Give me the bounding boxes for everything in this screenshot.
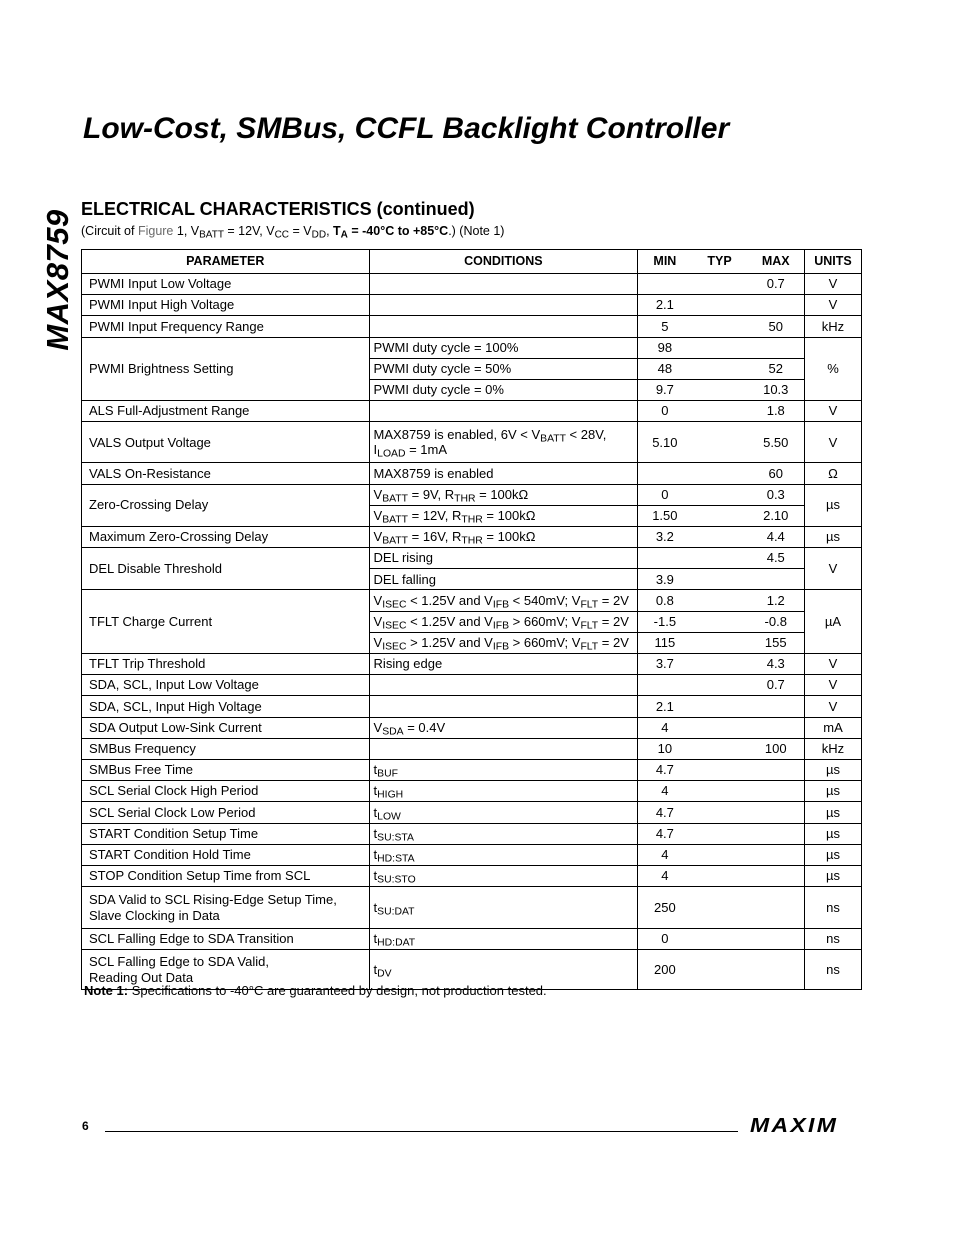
test-conditions: (Circuit of Figure 1, $V_{BATT} = 12V$, $V_{CC} = V_{DD}$, $T_A = -40^\circ C$ to +85°C.) (Note 1): [81, 224, 505, 241]
min-cell: -1.5: [638, 611, 692, 632]
param-cell: TFLT Charge Current: [82, 590, 370, 654]
max-cell: 1.8: [748, 401, 805, 422]
param-cell: Maximum Zero-Crossing Delay: [82, 526, 370, 547]
param-cell: PWMI Input Frequency Range: [82, 316, 370, 337]
max-cell: -0.8: [748, 611, 805, 632]
param-cell: VALS On-Resistance: [82, 463, 370, 484]
min-cell: 98: [638, 337, 692, 358]
max-cell: 0.7: [748, 274, 805, 295]
table-header-row: [82, 250, 862, 274]
max-cell: 4.4: [748, 526, 805, 547]
param-cell: ALS Full-Adjustment Range: [82, 401, 370, 422]
min-cell: 9.7: [638, 379, 692, 400]
table-row: [82, 548, 862, 569]
units-cell: µs: [804, 844, 861, 865]
table-row: [82, 844, 862, 865]
table-row: [82, 526, 862, 547]
min-cell: 0: [638, 401, 692, 422]
min-cell: 3.9: [638, 569, 692, 590]
min-cell: 0.8: [638, 590, 692, 611]
param-cell: START Condition Hold Time: [82, 844, 370, 865]
param-cell: SMBus Free Time: [82, 759, 370, 780]
units-cell: V: [804, 548, 861, 590]
cond-cell: DEL falling: [369, 569, 638, 590]
units-cell: V: [804, 295, 861, 316]
cond-cell: $t_{SU:DAT}$: [369, 887, 638, 929]
param-cell: SDA, SCL, Input Low Voltage: [82, 675, 370, 696]
table-row: [82, 337, 862, 358]
table-row: [82, 781, 862, 802]
max-cell: 1.2: [748, 590, 805, 611]
table-row: [82, 401, 862, 422]
min-cell: 2.1: [638, 295, 692, 316]
table-row: [82, 675, 862, 696]
table-row: [82, 738, 862, 759]
units-cell: Ω: [804, 463, 861, 484]
max-cell: 10.3: [748, 379, 805, 400]
min-cell: 0: [638, 929, 692, 950]
max-cell: 0.3: [748, 484, 805, 505]
cond-cell: $V_{BATT} = 9V$, $R_{THR} = 100k\Omega$: [369, 484, 638, 505]
part-number-side-label: MAX8759: [40, 209, 75, 351]
cond-cell: PWMI duty cycle = 100%: [369, 337, 638, 358]
max-cell: 155: [748, 632, 805, 653]
min-cell: 5.10: [638, 422, 692, 463]
table-row: [82, 295, 862, 316]
param-cell: Zero-Crossing Delay: [82, 484, 370, 526]
min-cell: 0: [638, 484, 692, 505]
cond-cell: $t_{LOW}$: [369, 802, 638, 823]
table-row: [82, 802, 862, 823]
min-cell: 4.7: [638, 802, 692, 823]
table-row: [82, 484, 862, 505]
cond-cell: MAX8759 is enabled, $6V < V_{BATT} < 28V$, $I_{LOAD} = 1mA$: [369, 422, 638, 463]
units-cell: V: [804, 274, 861, 295]
max-cell: 100: [748, 738, 805, 759]
min-cell: 4: [638, 844, 692, 865]
param-cell: SCL Falling Edge to SDA Valid, Reading Out Data: [82, 950, 370, 990]
units-cell: V: [804, 675, 861, 696]
units-cell: V: [804, 422, 861, 463]
cond-cell: PWMI duty cycle = 0%: [369, 379, 638, 400]
min-cell: 5: [638, 316, 692, 337]
cond-cell: $t_{HD:DAT}$: [369, 929, 638, 950]
max-cell: 60: [748, 463, 805, 484]
param-cell: PWMI Brightness Setting: [82, 337, 370, 401]
param-cell: PWMI Input High Voltage: [82, 295, 370, 316]
table-row: [82, 654, 862, 675]
min-cell: 3.2: [638, 526, 692, 547]
cond-cell: $V_{ISEC} > 1.25V$ and $V_{IFB} > 660mV$; $V_{FLT} = 2V$: [369, 632, 638, 653]
header-parameter: PARAMETER: [82, 250, 370, 274]
table-row: [82, 422, 862, 463]
units-cell: V: [804, 401, 861, 422]
min-cell: 4: [638, 717, 692, 738]
param-cell: SCL Serial Clock High Period: [82, 781, 370, 802]
header-max: MAX: [748, 250, 805, 274]
units-cell: µs: [804, 526, 861, 547]
min-cell: 4.7: [638, 823, 692, 844]
param-cell: SMBus Frequency: [82, 738, 370, 759]
cond-cell: MAX8759 is enabled: [369, 463, 638, 484]
max-cell: 4.5: [748, 548, 805, 569]
cond-cell: $t_{DV}$: [369, 950, 638, 990]
max-cell: 2.10: [748, 505, 805, 526]
section-heading: ELECTRICAL CHARACTERISTICS (continued): [81, 199, 475, 219]
min-cell: 4.7: [638, 759, 692, 780]
header-min: MIN: [638, 250, 692, 274]
page-number: 6: [82, 1119, 89, 1133]
units-cell: mA: [804, 717, 861, 738]
min-cell: 200: [638, 950, 692, 990]
footnote-text: Specifications to -40°C are guaranteed by design, not production tested.: [131, 983, 547, 998]
param-cell: START Condition Setup Time: [82, 823, 370, 844]
page-title: Low-Cost, SMBus, CCFL Backlight Controller: [83, 112, 730, 145]
cond-cell: $t_{SU:STA}$: [369, 823, 638, 844]
cond-cell: $V_{ISEC} < 1.25V$ and $V_{IFB} > 660mV$; $V_{FLT} = 2V$: [369, 611, 638, 632]
units-cell: kHz: [804, 316, 861, 337]
units-cell: µs: [804, 759, 861, 780]
cond-cell: $t_{HD:STA}$: [369, 844, 638, 865]
param-cell: SDA, SCL, Input High Voltage: [82, 696, 370, 717]
table-row: [82, 759, 862, 780]
table-row: [82, 929, 862, 950]
max-cell: 4.3: [748, 654, 805, 675]
header-conditions: CONDITIONS: [369, 250, 638, 274]
units-cell: µs: [804, 823, 861, 844]
units-cell: µs: [804, 484, 861, 526]
param-cell: DEL Disable Threshold: [82, 548, 370, 590]
cond-cell: PWMI duty cycle = 50%: [369, 358, 638, 379]
electrical-characteristics-table: [81, 249, 862, 990]
min-cell: 48: [638, 358, 692, 379]
footnote-label: Note 1:: [84, 983, 129, 998]
cond-cell: $t_{HIGH}$: [369, 781, 638, 802]
param-cell: SDA Output Low-Sink Current: [82, 717, 370, 738]
min-cell: 3.7: [638, 654, 692, 675]
cond-cell: [369, 274, 638, 295]
cond-cell: $V_{BATT} = 12V$, $R_{THR} = 100k\Omega$: [369, 505, 638, 526]
table-row: [82, 717, 862, 738]
units-cell: ns: [804, 887, 861, 929]
min-cell: 10: [638, 738, 692, 759]
table-row: [82, 274, 862, 295]
cond-cell: $V_{SDA} = 0.4V$: [369, 717, 638, 738]
units-cell: ns: [804, 929, 861, 950]
param-cell: TFLT Trip Threshold: [82, 654, 370, 675]
units-cell: %: [804, 337, 861, 401]
max-cell: 5.50: [748, 422, 805, 463]
cond-cell: $V_{BATT} = 16V$, $R_{THR} = 100k\Omega$: [369, 526, 638, 547]
table-row: [82, 865, 862, 886]
header-units: UNITS: [804, 250, 861, 274]
units-cell: V: [804, 654, 861, 675]
min-cell: 4: [638, 781, 692, 802]
param-cell: STOP Condition Setup Time from SCL: [82, 865, 370, 886]
maxim-logo: MAXIM: [750, 1115, 839, 1137]
table-row: [82, 887, 862, 929]
table-row: [82, 463, 862, 484]
param-cell: PWMI Input Low Voltage: [82, 274, 370, 295]
units-cell: µA: [804, 590, 861, 654]
units-cell: kHz: [804, 738, 861, 759]
max-cell: 0.7: [748, 675, 805, 696]
header-typ: TYP: [692, 250, 748, 274]
units-cell: µs: [804, 802, 861, 823]
max-cell: 52: [748, 358, 805, 379]
figure-link[interactable]: Figure: [137, 224, 174, 238]
table-row: [82, 590, 862, 611]
min-cell: 4: [638, 865, 692, 886]
min-cell: 115: [638, 632, 692, 653]
units-cell: µs: [804, 865, 861, 886]
min-cell: 1.50: [638, 505, 692, 526]
min-cell: 2.1: [638, 696, 692, 717]
param-cell: SCL Serial Clock Low Period: [82, 802, 370, 823]
table-row: [82, 696, 862, 717]
units-cell: ns: [804, 950, 861, 990]
cond-cell: $t_{BUF}$: [369, 759, 638, 780]
footer-rule: [105, 1131, 738, 1132]
param-cell: SDA Valid to SCL Rising-Edge Setup Time, Slave Clocking in Data: [82, 887, 370, 929]
units-cell: µs: [804, 781, 861, 802]
cond-cell: DEL rising: [369, 548, 638, 569]
units-cell: V: [804, 696, 861, 717]
table-row: [82, 316, 862, 337]
cond-cell: $t_{SU:STO}$: [369, 865, 638, 886]
cond-cell: $V_{ISEC} < 1.25V$ and $V_{IFB} < 540mV$; $V_{FLT} = 2V$: [369, 590, 638, 611]
footnote: [84, 983, 547, 998]
max-cell: 50: [748, 316, 805, 337]
param-cell: VALS Output Voltage: [82, 422, 370, 463]
cond-cell: Rising edge: [369, 654, 638, 675]
min-cell: 250: [638, 887, 692, 929]
table-row: [82, 823, 862, 844]
param-cell: SCL Falling Edge to SDA Transition: [82, 929, 370, 950]
